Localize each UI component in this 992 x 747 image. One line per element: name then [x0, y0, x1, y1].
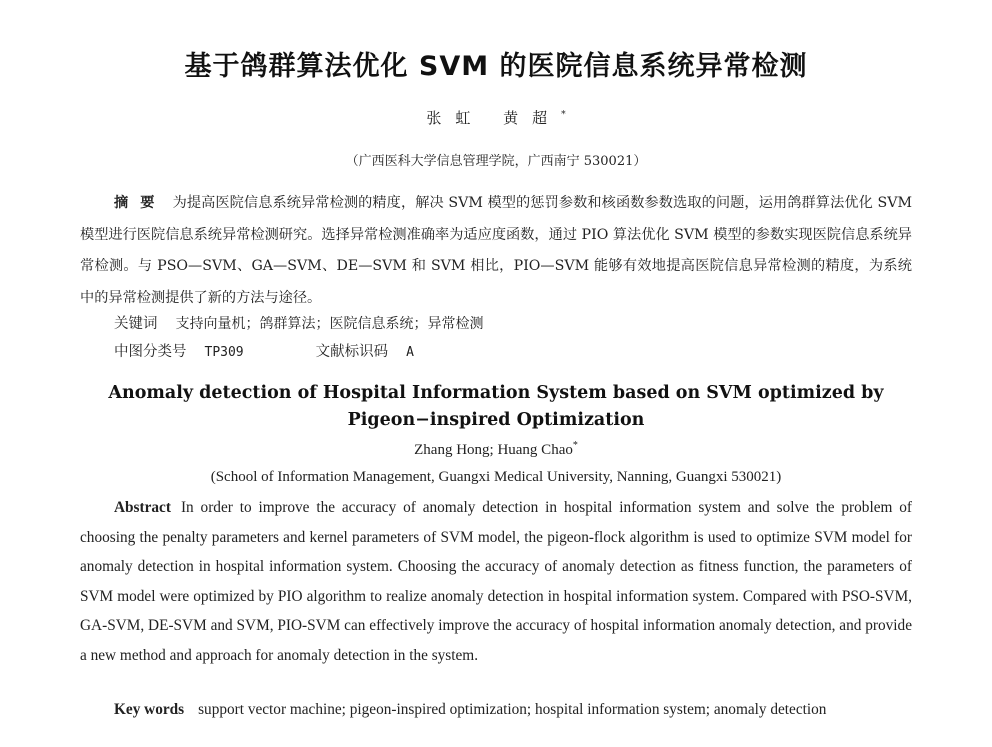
chinese-keywords-text: 支持向量机；鸽群算法；医院信息系统；异常检测 — [175, 316, 484, 332]
english-affiliation: (School of Information Management, Guangxi Medical University, Nanning, Guangxi 530021) — [210, 469, 782, 485]
chinese-author-names: 张虹 黄超 — [426, 109, 562, 127]
english-abstract — [80, 493, 912, 670]
chinese-abstract-text: 为提高医院信息系统异常检测的精度，解决 SVM 模型的惩罚参数和核函数参数选取的问题，运用鸽群算法优化 SVM 模型进行医院信息系统异常检测研究。选择异常检测准确率为适应度函数，通过 PIO 算法优化 SVM 模型的参数实现医院信息系统异常检测。与 PSO—SVM、GA—SVM、DE—SVM 和 SVM 相比，PIO—SVM 能够有效地提高医院信息异常检测的精度，为系统中的异常检测提供了新的方法与途径。 — [80, 195, 912, 306]
english-abstract-label: Abstract — [114, 499, 171, 516]
classification-label: 中图分类号 — [114, 344, 187, 360]
classification-value: TP309 — [204, 345, 244, 360]
english-corresponding-mark: * — [572, 440, 578, 451]
chinese-abstract — [80, 188, 912, 314]
english-keywords-label: Key words — [114, 701, 185, 718]
document-code-label: 文献标识码 — [315, 344, 389, 360]
corresponding-author-mark: * — [561, 110, 566, 120]
english-abstract-text: In order to improve the accuracy of anomaly detection in hospital information system and solve the problem of choosing the penalty parameters and kernel parameters of SVM model, the pigeon-flock algorithm is used to optimize SVM model for anomaly detection in hospital information system. Choosing the accuracy of anomaly detection as fitness function, the parameters of SVM model were optimized by PIO algorithm to realize anomaly detection in hospital information system. Compared with PSO-SVM, GA-SVM, DE-SVM and SVM, PIO-SVM can effectively improve the accuracy of hospital information anomaly detection, and provide a new method and approach for anomaly detection in the system. — [80, 499, 912, 664]
english-keywords — [114, 701, 914, 719]
chinese-keywords — [114, 312, 914, 333]
english-keywords-text: support vector machine; pigeon-inspired optimization; hospital information system; anomaly detection — [198, 701, 827, 718]
chinese-affiliation: （广西医科大学信息管理学院，广西南宁 530021） — [345, 154, 647, 169]
english-title: Anomaly detection of Hospital Information System based on SVM optimized by Pigeon−inspired Optimization — [108, 383, 884, 430]
chinese-abstract-label: 摘要 — [114, 195, 167, 211]
chinese-authors — [0, 107, 992, 128]
classification-line — [114, 340, 914, 361]
chinese-title: 基于鸽群算法优化 SVM 的医院信息系统异常检测 — [184, 51, 808, 82]
document-code-value: A — [406, 345, 414, 360]
english-authors — [0, 440, 992, 459]
chinese-keywords-label: 关键词 — [114, 316, 158, 332]
english-author-names: Zhang Hong; Huang Chao — [414, 442, 573, 458]
